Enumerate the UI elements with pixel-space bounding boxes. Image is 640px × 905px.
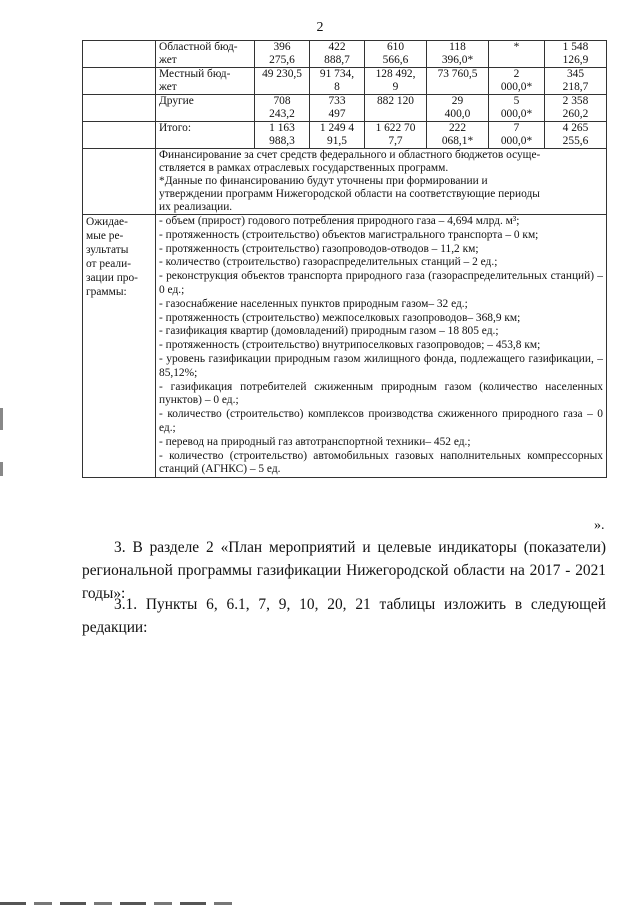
label-line: жет <box>159 81 177 93</box>
value-line: 8 <box>334 81 340 93</box>
value-cell <box>255 68 310 95</box>
value-line: 733 <box>328 95 346 107</box>
value-cell <box>310 41 365 68</box>
note-line: утверждении программ Нижегородской области на соответствующие периоды <box>159 188 540 200</box>
result-item: - перевод на природный газ автотранспортной техники– 452 ед.; <box>159 435 471 448</box>
value-cell <box>255 41 310 68</box>
value-cell <box>365 41 427 68</box>
value-cell <box>310 68 365 95</box>
value-line: * <box>513 41 520 53</box>
finance-row <box>83 41 607 68</box>
value-line: 345 <box>566 68 585 80</box>
scan-artifact <box>0 462 3 476</box>
value-cell <box>255 95 310 122</box>
label-line: мые ре- <box>86 230 124 242</box>
note-line: Финансирование за счет средств федерального и областного бюджетов осуще- <box>159 149 541 161</box>
result-item: - количество (строительство) комплексов производства сжиженного природного газа – 0 ед.; <box>159 408 603 434</box>
label-line: граммы: <box>86 286 127 298</box>
value-cell <box>427 95 489 122</box>
value-cell <box>545 122 607 149</box>
result-item: - протяженность (строительство) межпоселковых газопроводов– 368,9 км; <box>159 311 521 324</box>
label-line: зации про- <box>86 272 138 284</box>
value-line <box>492 54 541 67</box>
source-label <box>156 95 255 122</box>
finance-row <box>83 122 607 149</box>
value-line: 260,2 <box>562 108 589 120</box>
source-label <box>156 41 255 68</box>
value-line: 988,3 <box>269 135 295 147</box>
value-line: 000,0* <box>500 135 533 147</box>
value-line: 73 760,5 <box>437 68 478 80</box>
closing-quote: ». <box>594 518 605 533</box>
value-line: 1 548 <box>562 41 589 53</box>
value-cell <box>489 41 545 68</box>
result-item: - газификация потребителей сжиженным природным газом (количество населенных пунктов) – 0 ед.; <box>159 380 603 407</box>
note-line: *Данные по финансированию будут уточнены при формировании и <box>159 175 488 187</box>
value-line: 9 <box>392 81 399 93</box>
value-line: 1 163 <box>269 122 295 134</box>
value-line: 888,7 <box>324 54 350 66</box>
result-item: - уровень газификации природным газом жилищного фонда, подлежащего газификации, – 85,12%; <box>159 352 603 379</box>
value-cell <box>489 68 545 95</box>
note-line: ствляется в рамках отраслевых государственных программ. <box>159 162 449 174</box>
value-line: 610 <box>386 41 405 53</box>
paragraph-section-2: 3. В разделе 2 «План мероприятий и целевые индикаторы (показатели) региональной программы газификации Нижегородской области на 2017 - 2021 годы»: <box>82 539 606 602</box>
value-line: 255,6 <box>562 135 589 147</box>
expected-results-label <box>83 215 156 478</box>
value-line: 400,0 <box>444 108 471 120</box>
value-cell <box>365 95 427 122</box>
finance-note-row <box>83 149 607 215</box>
label-line: Областной бюд- <box>159 41 238 53</box>
value-cell <box>255 122 310 149</box>
value-cell <box>489 95 545 122</box>
value-line: 222 <box>448 122 467 134</box>
scan-artifact <box>0 408 3 430</box>
value-line: 128 492, <box>375 68 416 80</box>
label-line <box>159 135 251 148</box>
note-line: их реализации. <box>159 201 233 213</box>
label-line: зультаты <box>86 244 129 256</box>
result-item: - количество (строительство) газораспределительных станций – 2 ед.; <box>159 256 498 269</box>
value-line: 29 <box>451 95 464 107</box>
value-line: 708 <box>273 95 291 107</box>
value-line: 91,5 <box>327 135 347 147</box>
blank-cell <box>83 149 156 215</box>
label-line: Другие <box>159 95 194 107</box>
value-line: 126,9 <box>562 54 589 66</box>
value-line: 1 622 70 <box>375 122 416 134</box>
value-line: 7,7 <box>388 135 403 147</box>
value-cell <box>310 122 365 149</box>
result-item: - реконструкция объектов транспорта природного газа (газораспределительных станций) – 0 ед.; <box>159 270 603 296</box>
result-item: - количество (строительство) автомобильных газовых наполнительных компрессорных станций (АГНКС) – 5 ед. <box>159 449 603 476</box>
value-line: 7 <box>513 122 520 134</box>
label-line <box>159 108 251 121</box>
value-line: 91 734, <box>319 68 355 80</box>
value-cell <box>489 122 545 149</box>
value-line: 118 <box>449 41 466 53</box>
result-item: - газификация квартир (домовладений) природным газом – 18 805 ед.; <box>159 325 499 338</box>
result-item: - протяженность (строительство) объектов магистрального транспорта – 0 км; <box>159 228 539 241</box>
value-cell <box>427 41 489 68</box>
value-cell <box>545 41 607 68</box>
value-line: 243,2 <box>269 108 295 120</box>
value-cell <box>365 68 427 95</box>
label-line: жет <box>159 54 177 66</box>
source-label <box>156 68 255 95</box>
value-line: 275,6 <box>269 54 295 66</box>
value-cell <box>545 68 607 95</box>
expected-results-list <box>156 215 607 478</box>
blank-cell <box>83 41 156 68</box>
value-line: 422 <box>328 41 346 53</box>
expected-results-row <box>83 215 607 478</box>
label-line: Ожидае- <box>86 216 128 228</box>
value-line: 396 <box>273 41 291 53</box>
value-cell <box>427 68 489 95</box>
label-line: от реали- <box>86 258 131 270</box>
result-item: - газоснабжение населенных пунктов природным газом– 32 ед.; <box>159 297 468 310</box>
value-line: 5 <box>513 95 520 107</box>
source-label <box>156 122 255 149</box>
value-line: 000,0* <box>500 81 533 93</box>
financing-note <box>156 149 607 215</box>
finance-rows <box>83 41 607 149</box>
value-cell <box>365 122 427 149</box>
value-line <box>430 81 485 94</box>
value-line: 068,1* <box>441 135 474 147</box>
value-line <box>258 81 306 94</box>
finance-row <box>83 68 607 95</box>
value-cell <box>310 95 365 122</box>
blank-cell <box>83 122 156 149</box>
value-line: 4 265 <box>562 122 589 134</box>
value-cell <box>545 95 607 122</box>
program-passport-table <box>82 40 607 478</box>
blank-cell <box>83 95 156 122</box>
value-line: 218,7 <box>562 81 589 93</box>
value-line: 1 249 4 <box>319 122 355 134</box>
value-line: 49 230,5 <box>262 68 302 80</box>
label-line: Итого: <box>159 122 191 134</box>
value-line: 396,0* <box>441 54 474 66</box>
paragraph-items-table: 3.1. Пункты 6, 6.1, 7, 9, 10, 20, 21 таблицы изложить в следующей редакции: <box>82 596 606 636</box>
value-line: 566,6 <box>382 54 409 66</box>
value-line: 2 <box>513 68 520 80</box>
value-line: 000,0* <box>500 108 533 120</box>
value-line: 882 120 <box>376 95 415 107</box>
page-number: 2 <box>316 20 324 35</box>
blank-cell <box>83 68 156 95</box>
value-line: 2 358 <box>562 95 589 107</box>
value-line: 497 <box>328 108 346 120</box>
result-item: - протяженность (строительство) газопроводов-отводов – 11,2 км; <box>159 242 479 255</box>
label-line: Местный бюд- <box>159 68 231 80</box>
result-item: - протяженность (строительство) внутрипоселковых газопроводов; – 453,8 км; <box>159 339 541 352</box>
value-cell <box>427 122 489 149</box>
result-item: - объем (прирост) годового потребления природного газа – 4,694 млрд. м³; <box>159 215 520 227</box>
finance-row <box>83 95 607 122</box>
value-line <box>368 108 423 121</box>
